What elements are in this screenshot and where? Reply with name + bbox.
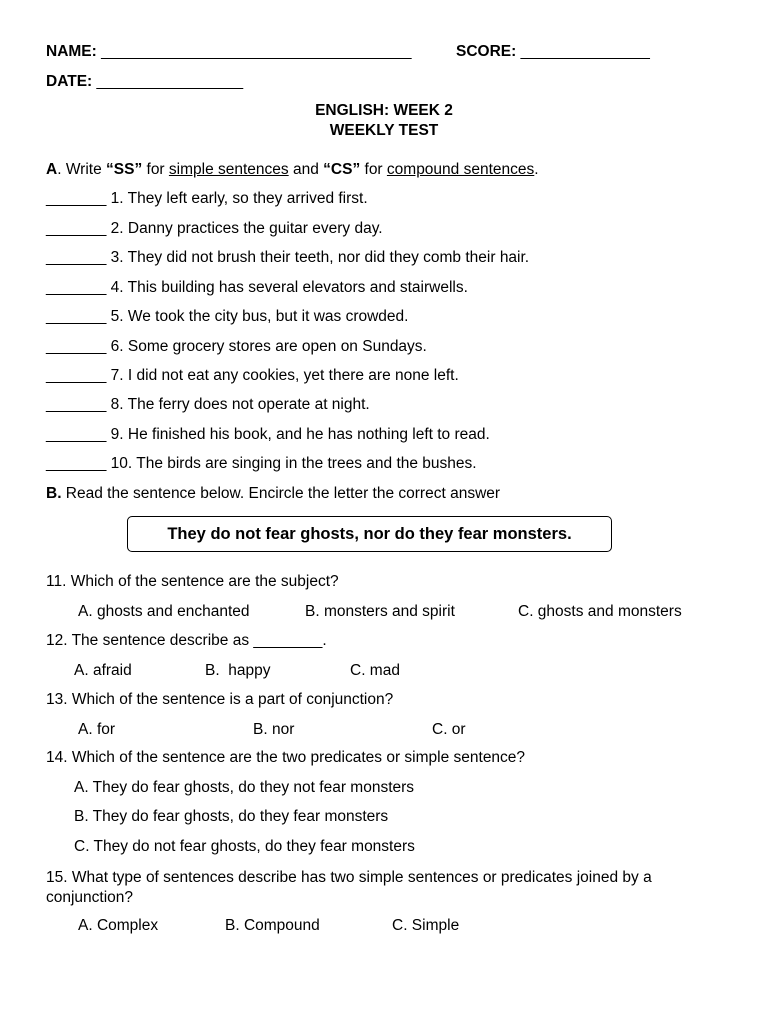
item-text: 6. Some grocery stores are open on Sundays. xyxy=(110,338,427,355)
name-blank[interactable]: ____________________________________ xyxy=(101,43,412,60)
choice-11-c[interactable]: C. ghosts and monsters xyxy=(518,603,682,620)
choice-12-a[interactable]: A. afraid xyxy=(74,662,132,679)
list-item xyxy=(46,426,490,444)
instruction-text: and xyxy=(288,161,324,178)
sentence-box xyxy=(127,516,612,552)
answer-blank[interactable]: _______ xyxy=(46,220,107,237)
choice-15-c[interactable]: C. Simple xyxy=(392,917,460,934)
instruction-text: for xyxy=(360,161,387,178)
question-11: 11. Which of the sentence are the subject? xyxy=(46,573,339,590)
item-text: 3. They did not brush their teeth, nor did they comb their hair. xyxy=(110,249,530,266)
list-item xyxy=(46,279,468,297)
answer-blank[interactable]: _______ xyxy=(46,190,107,207)
instruction-text: for xyxy=(142,161,169,178)
choice-15-b[interactable]: B. Compound xyxy=(225,917,320,934)
section-b-instruction xyxy=(46,485,500,503)
item-text: 4. This building has several elevators and stairwells. xyxy=(110,279,468,296)
item-text: 8. The ferry does not operate at night. xyxy=(110,396,370,413)
score-blank[interactable]: _______________ xyxy=(520,43,650,60)
name-row xyxy=(46,43,411,61)
list-item xyxy=(46,220,383,238)
choice-13-a[interactable]: A. for xyxy=(78,721,116,738)
score-row xyxy=(456,43,650,61)
choice-11-a[interactable]: A. ghosts and enchanted xyxy=(78,603,250,620)
date-row xyxy=(46,73,243,91)
answer-blank[interactable]: _______ xyxy=(46,308,107,325)
cs-code: “CS” xyxy=(323,161,361,178)
list-item xyxy=(46,249,529,267)
ss-code: “SS” xyxy=(106,161,143,178)
score-label: SCORE: xyxy=(456,43,517,60)
page-title: ENGLISH: WEEK 2 xyxy=(315,102,453,119)
section-a-letter: A xyxy=(46,161,58,178)
item-text: 5. We took the city bus, but it was crowded. xyxy=(110,308,409,325)
instruction-text: . xyxy=(534,161,539,178)
item-text: 10. The birds are singing in the trees and the bushes. xyxy=(110,455,477,472)
date-label: DATE: xyxy=(46,73,93,90)
choice-14-b[interactable]: B. They do fear ghosts, do they fear monsters xyxy=(74,808,389,825)
answer-blank[interactable]: _______ xyxy=(46,396,107,413)
page-subtitle: WEEKLY TEST xyxy=(329,122,439,139)
answer-blank[interactable]: _______ xyxy=(46,249,107,266)
list-item xyxy=(46,190,368,208)
date-blank[interactable]: _________________ xyxy=(96,73,244,90)
answer-blank[interactable]: _______ xyxy=(46,455,107,472)
choice-14-a[interactable]: A. They do fear ghosts, do they not fear monsters xyxy=(74,779,415,796)
choice-13-c[interactable]: C. or xyxy=(432,721,466,738)
instruction-text: . Write xyxy=(57,161,107,178)
choice-11-b[interactable]: B. monsters and spirit xyxy=(305,603,455,620)
choice-12-b[interactable]: B. happy xyxy=(205,662,271,679)
instruction-text: Read the sentence below. Encircle the letter the correct answer xyxy=(61,485,501,502)
list-item xyxy=(46,396,370,414)
list-item xyxy=(46,338,427,356)
choice-15-a[interactable]: A. Complex xyxy=(78,917,159,934)
answer-blank[interactable]: _______ xyxy=(46,338,107,355)
section-a-instruction xyxy=(46,161,539,179)
choice-13-b[interactable]: B. nor xyxy=(253,721,295,738)
compound-sentences-term: compound sentences xyxy=(386,161,535,178)
item-text: 1. They left early, so they arrived first. xyxy=(110,190,368,207)
item-text: 2. Danny practices the guitar every day. xyxy=(110,220,383,237)
answer-blank[interactable]: _______ xyxy=(46,279,107,296)
choice-12-c[interactable]: C. mad xyxy=(350,662,400,679)
question-13: 13. Which of the sentence is a part of conjunction? xyxy=(46,691,394,708)
name-label: NAME: xyxy=(46,43,97,60)
question-15: 15. What type of sentences describe has two simple sentences or predicates joined by a conjunction? xyxy=(46,869,652,906)
boxed-sentence: They do not fear ghosts, nor do they fear monsters. xyxy=(167,524,572,543)
list-item xyxy=(46,455,477,473)
answer-blank[interactable]: _______ xyxy=(46,426,107,443)
question-12: 12. The sentence describe as ________. xyxy=(46,632,327,649)
section-b-letter: B. xyxy=(46,485,62,502)
simple-sentences-term: simple sentences xyxy=(168,161,289,178)
item-text: 7. I did not eat any cookies, yet there are none left. xyxy=(110,367,459,384)
list-item xyxy=(46,367,459,385)
answer-blank[interactable]: _______ xyxy=(46,367,107,384)
list-item xyxy=(46,308,408,326)
item-text: 9. He finished his book, and he has nothing left to read. xyxy=(110,426,490,443)
choice-14-c[interactable]: C. They do not fear ghosts, do they fear monsters xyxy=(74,838,415,855)
question-14: 14. Which of the sentence are the two predicates or simple sentence? xyxy=(46,749,526,766)
